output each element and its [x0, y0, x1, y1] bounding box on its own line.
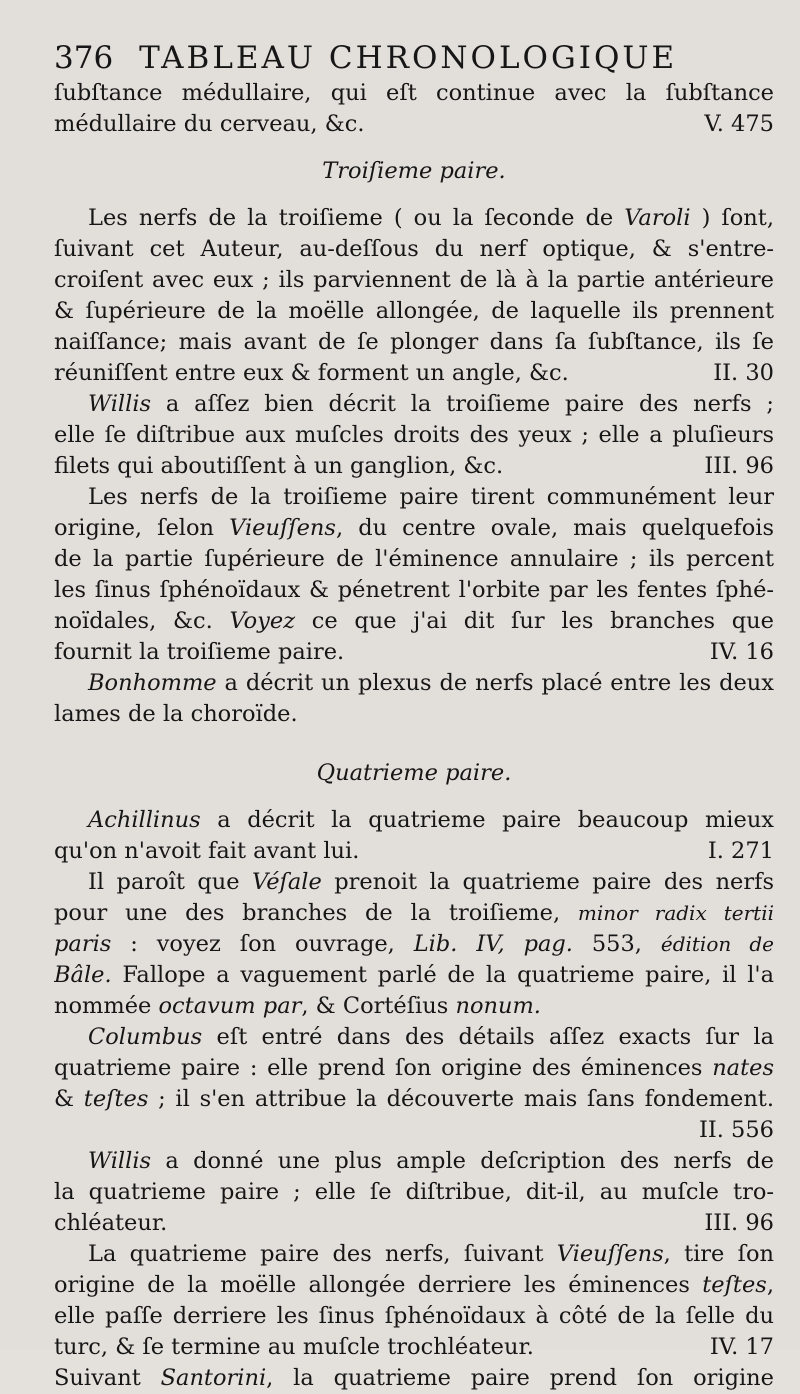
text-line: croiſent avec eux ; ils parviennent de là à la partie antérieure	[54, 267, 774, 293]
text-line: Willis a aſſez bien décrit la troiſieme paire des nerfs ;	[88, 391, 774, 417]
text-line: elle paſſe derriere les ſinus ſphénoïdaux à côté de la ſelle du	[54, 1303, 774, 1329]
text-line: & teſtes ; il s'en attribue la découverte mais ſans fondement.	[54, 1086, 774, 1112]
section-heading: Troiſieme paire.	[322, 158, 506, 184]
volume-reference: I. 271	[707, 838, 774, 864]
text-line: Les nerfs de la troiſieme paire tirent communément leur	[88, 484, 774, 510]
page-number: 376	[54, 40, 114, 76]
text-line: chléateur. III. 96	[54, 1208, 774, 1239]
volume-reference: IV. 16	[709, 639, 774, 665]
volume-reference: III. 96	[704, 453, 774, 479]
text-line: naiſſance; mais avant de ſe plonger dans ſa ſubſtance, ils ſe	[54, 329, 774, 355]
text-line: les ſinus ſphénoïdaux & pénetrent l'orbite par les fentes ſphé-	[54, 577, 774, 603]
text-line: Bâle. Fallope a vaguement parlé de la quatrieme paire, il l'a	[54, 962, 774, 988]
text-line: Bonhomme a décrit un plexus de nerfs placé entre les deux	[88, 670, 774, 696]
text-line: Les nerfs de la troiſieme ( ou la ſeconde de Varoli ) ſont,	[88, 205, 774, 231]
text-line: nommée octavum par, & Cortéſius nonum.	[54, 993, 541, 1019]
text-line: la quatrieme paire ; elle ſe diſtribue, dit-il, au muſcle tro-	[54, 1179, 774, 1205]
text-line: fournit la troiſieme paire. IV. 16	[54, 637, 774, 668]
text-line: Columbus eſt entré dans des détails aſſez exacts ſur la	[88, 1024, 774, 1050]
text-line: quatrieme paire : elle prend ſon origine des éminences nates	[54, 1055, 774, 1081]
text-line: Willis a donné une plus ample deſcription des nerfs de	[88, 1148, 774, 1174]
text-line: ſuivant cet Auteur, au-deſſous du nerf optique, & s'entre-	[54, 236, 774, 262]
volume-reference: IV. 17	[709, 1334, 774, 1360]
volume-reference: II. 556	[698, 1117, 774, 1143]
text-line: réuniſſent entre eux & forment un angle, &c. II. 30	[54, 358, 774, 389]
text-line: & ſupérieure de la moëlle allongée, de laquelle ils prennent	[54, 298, 774, 324]
text-line: médullaire du cerveau, &c. V. 475	[54, 109, 774, 140]
volume-reference: II. 30	[713, 360, 774, 386]
text-line: ſubſtance médullaire, qui eſt continue avec la ſubſtance	[54, 80, 774, 106]
text-line: filets qui aboutiſſent à un ganglion, &c. III. 96	[54, 451, 774, 482]
text-line: origine, ſelon Vieuſſens, du centre ovale, mais quelquefois	[54, 515, 774, 541]
volume-reference: III. 96	[704, 1210, 774, 1236]
text-line: qu'on n'avoit fait avant lui. I. 271	[54, 836, 774, 867]
text-line: Achillinus a décrit la quatrieme paire beaucoup mieux	[88, 807, 774, 833]
text-line: Suivant Santorini, la quatrieme paire prend ſon origine	[54, 1365, 774, 1391]
text-line: elle ſe diſtribue aux muſcles droits des yeux ; elle a pluſieurs	[54, 422, 774, 448]
running-title: TABLEAU CHRONOLOGIQUE	[139, 40, 678, 76]
text-line: lames de la choroïde.	[54, 701, 298, 727]
volume-reference: V. 475	[704, 111, 774, 137]
text-line: noïdales, &c. Voyez ce que j'ai dit ſur les branches que	[54, 608, 774, 634]
text-line: pour une des branches de la troiſieme, minor radix tertii	[54, 900, 774, 926]
text-line: turc, & ſe termine au muſcle trochléateur. IV. 17	[54, 1332, 774, 1363]
running-header	[54, 38, 774, 78]
section-heading: Quatrieme paire.	[316, 760, 512, 786]
text-line: La quatrieme paire des nerfs, ſuivant Vieuſſens, tire ſon	[88, 1241, 774, 1267]
text-line: paris : voyez ſon ouvrage, Lib. IV, pag. 553, édition de	[54, 931, 774, 957]
text-line: origine de la moëlle allongée derriere les éminences teſtes,	[54, 1272, 774, 1298]
text-line: de la partie ſupérieure de l'éminence annulaire ; ils percent	[54, 546, 774, 572]
text-line: Il paroît que Véſale prenoit la quatrieme paire des nerfs	[88, 869, 774, 895]
